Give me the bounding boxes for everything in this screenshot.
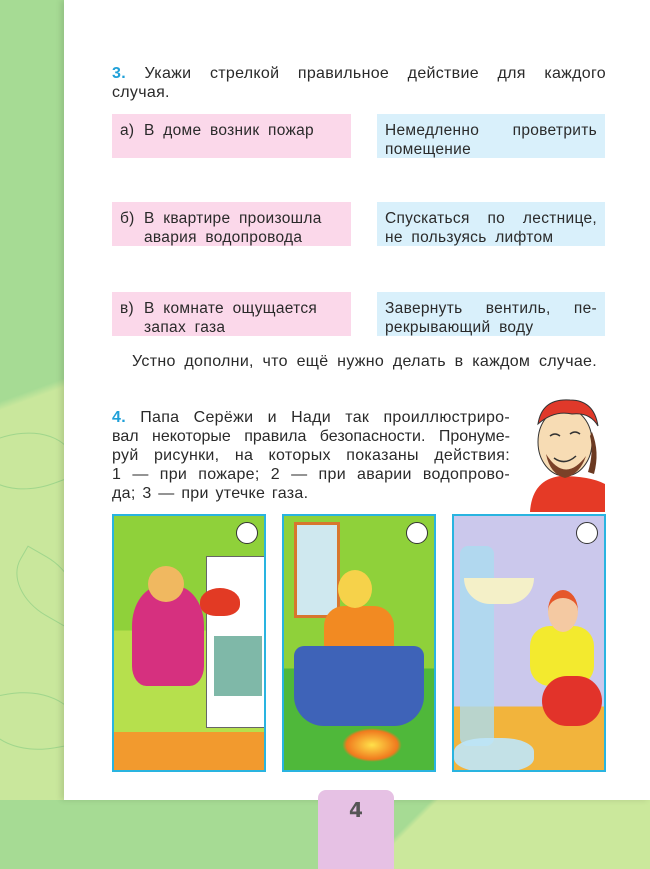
fire-graphic: [342, 728, 402, 762]
picture-2-fire: [282, 514, 436, 772]
girl-head: [148, 566, 184, 602]
girl-skirt: [542, 676, 602, 726]
water-stream: [460, 546, 494, 746]
picture-3-water-leak: [452, 514, 606, 772]
boy-head: [338, 570, 372, 608]
girl-head: [548, 590, 578, 632]
situation-box-c[interactable]: в) В комнате ощущается запах газа: [112, 292, 351, 336]
water-puddle: [454, 738, 534, 772]
answer-circle-1[interactable]: [236, 522, 258, 544]
action-box-1[interactable]: Немедленно проветрить помещение: [377, 114, 605, 158]
page-number-tab: [318, 790, 394, 869]
blanket-graphic: [294, 646, 424, 726]
task3-instruction: 3. Укажи стрелкой правильное действие для каждого случая.: [112, 65, 606, 101]
task4-text: 4. Папа Серёжи и Нади так проиллюстриро- вал некоторые правила безопасности. Пронуме- руй рисунки, на которых показаны действия: 1 — при пожаре; 2 — при аварии водопрово- да; 3 — при утечке газа.: [112, 409, 511, 502]
answer-circle-3[interactable]: [576, 522, 598, 544]
page-number: 4: [349, 798, 363, 822]
action-box-3[interactable]: Завернуть вентиль, пе- рекрывающий воду: [377, 292, 605, 336]
oven-window: [214, 636, 262, 696]
task3-number: 3.: [112, 65, 126, 82]
action-box-2[interactable]: Спускаться по лестнице, не пользуясь лифтом: [377, 202, 605, 246]
picture-1-kitchen-gas: [112, 514, 266, 772]
situation-box-a[interactable]: а) В доме возник пожар: [112, 114, 351, 158]
window-graphic: [294, 522, 340, 618]
task4-number: 4.: [112, 409, 126, 426]
situation-box-b[interactable]: б) В квартире произошла авария водопровода: [112, 202, 351, 246]
answer-circle-2[interactable]: [406, 522, 428, 544]
task3-followup: Устно дополни, что ещё нужно делать в каждом случае.: [132, 353, 597, 370]
kettle-graphic: [200, 588, 240, 616]
father-illustration: [520, 392, 605, 512]
